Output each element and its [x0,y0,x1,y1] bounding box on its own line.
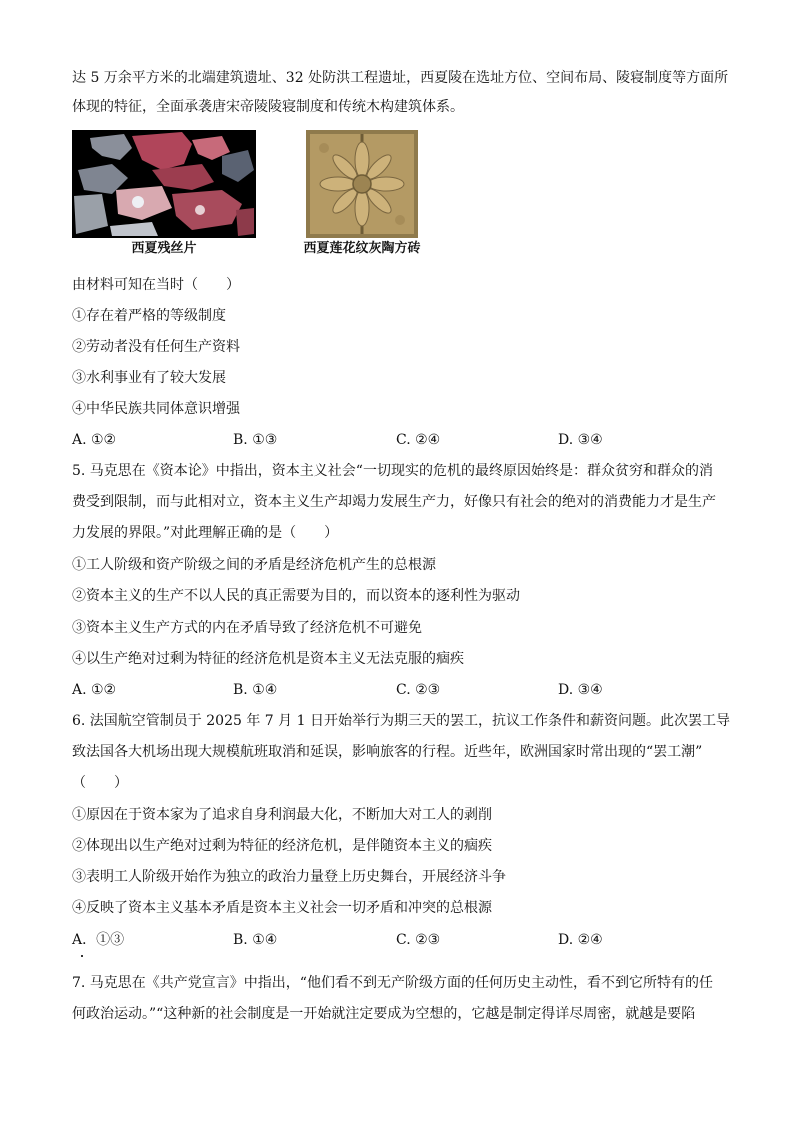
q4-option-a[interactable]: A. ①② [72,432,117,448]
q6-item-1: ①原因在于资本家为了追求自身利润最大化，不断加大对工人的剥削 [72,807,492,823]
q6-option-a[interactable]: A．①③ [72,932,125,948]
q4-option-b[interactable]: B. ①③ [233,432,278,448]
q4-item-1: ①存在着严格的等级制度 [72,308,226,324]
q4-item-2: ②劳动者没有任何生产资料 [72,339,240,355]
q5-option-c[interactable]: C. ②③ [396,682,441,698]
q4-option-c[interactable]: C. ②④ [396,432,441,448]
q5-line-1: 5. 马克思在《资本论》中指出，资本主义社会“一切现实的危机的最终原因始终是：群众贫穷和群众的消 [72,463,713,479]
q6-line-1: 6. 法国航空管制员于 2025 年 7 月 1 日开始举行为期三天的罢工，抗议工作条件和薪资问题。此次罢工导 [72,713,730,729]
q6-line-3: （ ） [72,775,128,791]
q5-option-b[interactable]: B. ①④ [233,682,278,698]
q5-item-2: ②资本主义的生产不以人民的真正需要为目的，而以资本的逐利性为驱动 [72,588,520,604]
lotus-brick-image [306,130,418,238]
intro-line-2: 体现的特征，全面承袭唐宋帝陵陵寝制度和传统木构建筑体系。 [72,99,464,115]
silk-fragment-image [72,130,256,238]
q5-line-2: 费受到限制，而与此相对立，资本主义生产却竭力发展生产力，好像只有社会的绝对的消费能力才是生产 [72,494,716,510]
q6-line-2: 致法国各大机场出现大规模航班取消和延误，影响旅客的行程。近些年，欧洲国家时常出现的“罢工潮” [72,744,703,760]
intro-line-1: 达 5 万余平方米的北端建筑遗址、32 处防洪工程遗址，西夏陵在选址方位、空间布局、陵寝制度等方面所 [72,70,729,86]
q5-line-3: 力发展的界限。”对此理解正确的是（ ） [72,525,339,541]
q7-line-1: 7. 马克思在《共产党宣言》中指出，“他们看不到无产阶级方面的任何历史主动性，看不到它所特有的任 [72,975,713,991]
q6-item-4: ④反映了资本主义基本矛盾是资本主义社会一切矛盾和冲突的总根源 [72,900,492,916]
q5-options [72,680,732,700]
stray-mark [81,955,83,957]
q5-item-4: ④以生产绝对过剩为特征的经济危机是资本主义无法克服的痼疾 [72,651,464,667]
q5-item-3: ③资本主义生产方式的内在矛盾导致了经济危机不可避免 [72,620,422,636]
q4-options [72,430,732,450]
q6-option-c[interactable]: C. ②③ [396,932,441,948]
q4-item-4: ④中华民族共同体意识增强 [72,401,240,417]
q4-option-d[interactable]: D. ③④ [558,432,603,448]
figure-caption-silk: 西夏残丝片 [131,241,197,256]
q6-options [72,930,732,950]
q6-item-2: ②体现出以生产绝对过剩为特征的经济危机，是伴随资本主义的痼疾 [72,838,492,854]
q5-option-d[interactable]: D. ③④ [558,682,603,698]
q4-stem: 由材料可知在当时（ ） [72,277,240,293]
q6-option-b[interactable]: B. ①④ [233,932,278,948]
figure-caption-brick: 西夏莲花纹灰陶方砖 [303,241,421,256]
q5-item-1: ①工人阶级和资产阶级之间的矛盾是经济危机产生的总根源 [72,557,436,573]
q6-option-d[interactable]: D. ②④ [558,932,603,948]
q6-item-3: ③表明工人阶级开始作为独立的政治力量登上历史舞台，开展经济斗争 [72,869,506,885]
q4-item-3: ③水利事业有了较大发展 [72,370,226,386]
q7-line-2: 何政治运动。”“这种新的社会制度是一开始就注定要成为空想的，它越是制定得详尽周密，就越是要陷 [72,1006,696,1022]
q5-option-a[interactable]: A. ①② [72,682,117,698]
